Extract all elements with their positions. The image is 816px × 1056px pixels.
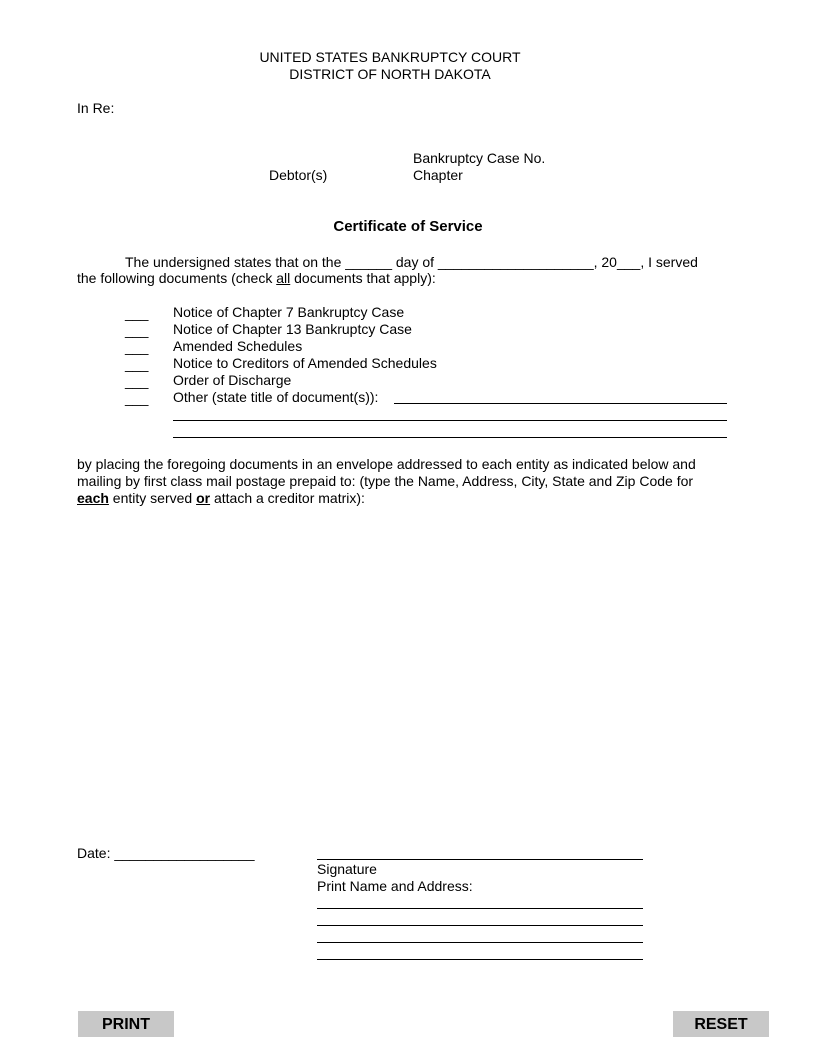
- checkbox-blank-chapter7[interactable]: ___: [125, 305, 149, 321]
- document-title: Certificate of Service: [333, 218, 483, 235]
- mailing-text-a: entity served: [108, 490, 197, 506]
- checkbox-blank-discharge[interactable]: ___: [125, 373, 149, 389]
- print-name-label: Print Name and Address:: [317, 878, 473, 894]
- checklist-item-chapter7: Notice of Chapter 7 Bankruptcy Case: [173, 304, 405, 320]
- or-emphasis: or: [196, 490, 211, 506]
- intro-text-a: the following documents (check: [77, 270, 277, 286]
- district-name: DISTRICT OF NORTH DAKOTA: [289, 66, 491, 82]
- checklist-item-discharge: Order of Discharge: [173, 372, 292, 388]
- print-button[interactable]: PRINT: [78, 1011, 174, 1037]
- checklist-item-notice-creditors: Notice to Creditors of Amended Schedules: [173, 355, 437, 371]
- chapter-label: Chapter: [413, 167, 463, 183]
- mailing-text-b: attach a creditor matrix):: [210, 490, 365, 506]
- intro-text-b: documents that apply):: [290, 270, 436, 286]
- intro-line-1: The undersigned states that on the ______ day of ____________________, 20___, I served: [125, 254, 698, 270]
- intro-all-emphasis: all: [276, 270, 291, 286]
- mailing-line-3: [77, 490, 365, 507]
- intro-line-2: [77, 270, 436, 287]
- checkbox-blank-amended-schedules[interactable]: ___: [125, 339, 149, 355]
- other-title-line-2[interactable]: [173, 420, 727, 421]
- address-line-1[interactable]: [317, 908, 643, 909]
- signature-label: Signature: [317, 861, 377, 877]
- court-name: UNITED STATES BANKRUPTCY COURT: [259, 49, 521, 65]
- signature-line[interactable]: [317, 859, 643, 860]
- other-title-line-3[interactable]: [173, 437, 727, 438]
- checklist-item-chapter13: Notice of Chapter 13 Bankruptcy Case: [173, 321, 412, 337]
- address-line-3[interactable]: [317, 942, 643, 943]
- in-re-label: In Re:: [77, 100, 115, 116]
- checklist-item-other: Other (state title of document(s)):: [173, 389, 379, 405]
- other-title-line-1[interactable]: [394, 403, 727, 404]
- checkbox-blank-notice-creditors[interactable]: ___: [125, 356, 149, 372]
- each-emphasis: each: [77, 490, 109, 506]
- checkbox-blank-other[interactable]: ___: [125, 390, 149, 406]
- date-field[interactable]: Date: __________________: [77, 845, 255, 861]
- checkbox-blank-chapter13[interactable]: ___: [125, 322, 149, 338]
- address-line-2[interactable]: [317, 925, 643, 926]
- mailing-line-1: by placing the foregoing documents in an envelope addressed to each entity as indicated below and: [77, 456, 696, 472]
- reset-button[interactable]: RESET: [673, 1011, 769, 1037]
- address-line-4[interactable]: [317, 959, 643, 960]
- case-number-label: Bankruptcy Case No.: [413, 150, 546, 166]
- debtor-label: Debtor(s): [269, 167, 328, 183]
- mailing-line-2: mailing by first class mail postage prepaid to: (type the Name, Address, City, State and Zip Code for: [77, 473, 694, 489]
- checklist-item-amended-schedules: Amended Schedules: [173, 338, 303, 354]
